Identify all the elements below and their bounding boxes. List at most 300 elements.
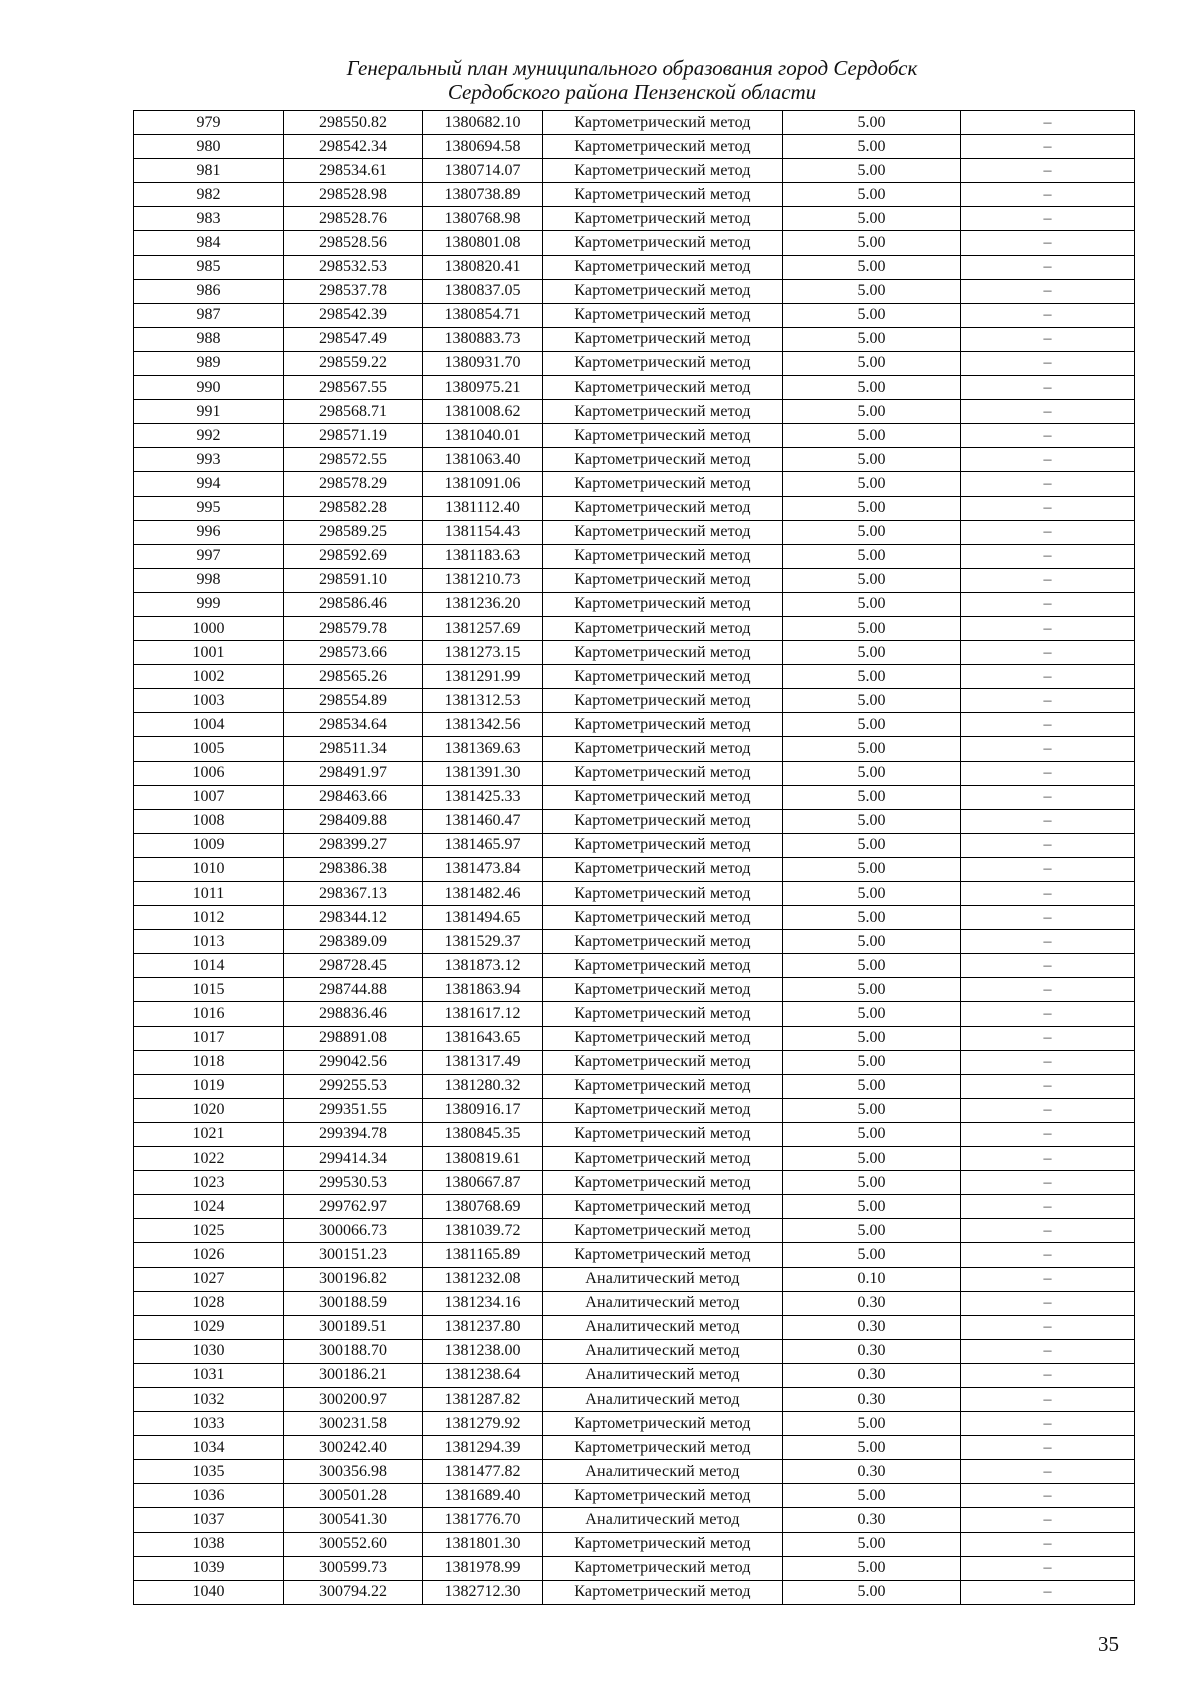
point-number-cell: 1021	[134, 1122, 284, 1146]
y-coordinate-cell: 1381236.20	[423, 592, 543, 616]
x-coordinate-cell: 298386.38	[284, 857, 423, 881]
accuracy-cell: 5.00	[783, 978, 961, 1002]
y-coordinate-cell: 1381154.43	[423, 520, 543, 544]
x-coordinate-cell: 298344.12	[284, 906, 423, 930]
note-cell: –	[961, 1147, 1135, 1171]
accuracy-cell: 5.00	[783, 327, 961, 351]
method-cell: Аналитический метод	[543, 1339, 783, 1363]
x-coordinate-cell: 298528.56	[284, 231, 423, 255]
accuracy-cell: 5.00	[783, 1122, 961, 1146]
x-coordinate-cell: 298891.08	[284, 1026, 423, 1050]
method-cell: Картометрический метод	[543, 930, 783, 954]
accuracy-cell: 0.30	[783, 1460, 961, 1484]
accuracy-cell: 5.00	[783, 785, 961, 809]
accuracy-cell: 5.00	[783, 207, 961, 231]
method-cell: Картометрический метод	[543, 1147, 783, 1171]
y-coordinate-cell: 1380845.35	[423, 1122, 543, 1146]
note-cell: –	[961, 376, 1135, 400]
accuracy-cell: 5.00	[783, 930, 961, 954]
note-cell: –	[961, 1291, 1135, 1315]
y-coordinate-cell: 1381238.64	[423, 1363, 543, 1387]
x-coordinate-cell: 300794.22	[284, 1580, 423, 1604]
accuracy-cell: 5.00	[783, 1098, 961, 1122]
point-number-cell: 994	[134, 472, 284, 496]
note-cell: –	[961, 183, 1135, 207]
x-coordinate-cell: 298568.71	[284, 400, 423, 424]
note-cell: –	[961, 568, 1135, 592]
note-cell: –	[961, 954, 1135, 978]
y-coordinate-cell: 1381210.73	[423, 568, 543, 592]
table-row	[134, 592, 1135, 616]
point-number-cell: 1024	[134, 1195, 284, 1219]
point-number-cell: 996	[134, 520, 284, 544]
y-coordinate-cell: 1381776.70	[423, 1508, 543, 1532]
point-number-cell: 983	[134, 207, 284, 231]
table-row	[134, 1484, 1135, 1508]
point-number-cell: 990	[134, 376, 284, 400]
point-number-cell: 1036	[134, 1484, 284, 1508]
accuracy-cell: 5.00	[783, 737, 961, 761]
point-number-cell: 1027	[134, 1267, 284, 1291]
x-coordinate-cell: 299042.56	[284, 1050, 423, 1074]
point-number-cell: 1006	[134, 761, 284, 785]
table-row	[134, 1219, 1135, 1243]
y-coordinate-cell: 1381112.40	[423, 496, 543, 520]
y-coordinate-cell: 1381391.30	[423, 761, 543, 785]
point-number-cell: 991	[134, 400, 284, 424]
point-number-cell: 1029	[134, 1315, 284, 1339]
table-row	[134, 279, 1135, 303]
x-coordinate-cell: 299762.97	[284, 1195, 423, 1219]
y-coordinate-cell: 1381643.65	[423, 1026, 543, 1050]
method-cell: Картометрический метод	[543, 303, 783, 327]
y-coordinate-cell: 1381460.47	[423, 809, 543, 833]
accuracy-cell: 5.00	[783, 809, 961, 833]
y-coordinate-cell: 1380837.05	[423, 279, 543, 303]
method-cell: Картометрический метод	[543, 520, 783, 544]
x-coordinate-cell: 298554.89	[284, 689, 423, 713]
accuracy-cell: 5.00	[783, 1195, 961, 1219]
method-cell: Картометрический метод	[543, 1412, 783, 1436]
point-number-cell: 989	[134, 351, 284, 375]
method-cell: Картометрический метод	[543, 255, 783, 279]
page-number: 35	[1098, 1632, 1119, 1656]
method-cell: Картометрический метод	[543, 1580, 783, 1604]
point-number-cell: 1026	[134, 1243, 284, 1267]
accuracy-cell: 5.00	[783, 1243, 961, 1267]
point-number-cell: 1038	[134, 1532, 284, 1556]
y-coordinate-cell: 1381978.99	[423, 1556, 543, 1580]
point-number-cell: 1039	[134, 1556, 284, 1580]
accuracy-cell: 5.00	[783, 472, 961, 496]
note-cell: –	[961, 689, 1135, 713]
table-row	[134, 472, 1135, 496]
y-coordinate-cell: 1381234.16	[423, 1291, 543, 1315]
method-cell: Картометрический метод	[543, 1532, 783, 1556]
method-cell: Аналитический метод	[543, 1363, 783, 1387]
y-coordinate-cell: 1380931.70	[423, 351, 543, 375]
method-cell: Картометрический метод	[543, 1436, 783, 1460]
accuracy-cell: 5.00	[783, 568, 961, 592]
x-coordinate-cell: 300066.73	[284, 1219, 423, 1243]
y-coordinate-cell: 1380682.10	[423, 111, 543, 135]
table-row	[134, 1339, 1135, 1363]
x-coordinate-cell: 298463.66	[284, 785, 423, 809]
accuracy-cell: 0.10	[783, 1267, 961, 1291]
note-cell: –	[961, 1532, 1135, 1556]
accuracy-cell: 5.00	[783, 520, 961, 544]
y-coordinate-cell: 1381494.65	[423, 906, 543, 930]
method-cell: Картометрический метод	[543, 231, 783, 255]
accuracy-cell: 5.00	[783, 1002, 961, 1026]
method-cell: Картометрический метод	[543, 1219, 783, 1243]
y-coordinate-cell: 1380820.41	[423, 255, 543, 279]
point-number-cell: 1028	[134, 1291, 284, 1315]
method-cell: Картометрический метод	[543, 1195, 783, 1219]
accuracy-cell: 5.00	[783, 376, 961, 400]
accuracy-cell: 5.00	[783, 303, 961, 327]
x-coordinate-cell: 298744.88	[284, 978, 423, 1002]
point-number-cell: 1007	[134, 785, 284, 809]
accuracy-cell: 5.00	[783, 1171, 961, 1195]
method-cell: Картометрический метод	[543, 1050, 783, 1074]
y-coordinate-cell: 1380801.08	[423, 231, 543, 255]
y-coordinate-cell: 1380714.07	[423, 159, 543, 183]
table-row	[134, 954, 1135, 978]
note-cell: –	[961, 1460, 1135, 1484]
table-row	[134, 1532, 1135, 1556]
method-cell: Картометрический метод	[543, 689, 783, 713]
accuracy-cell: 5.00	[783, 1580, 961, 1604]
point-number-cell: 1009	[134, 833, 284, 857]
table-row	[134, 159, 1135, 183]
x-coordinate-cell: 299394.78	[284, 1122, 423, 1146]
accuracy-cell: 5.00	[783, 592, 961, 616]
table-row	[134, 1387, 1135, 1411]
y-coordinate-cell: 1380768.98	[423, 207, 543, 231]
y-coordinate-cell: 1381279.92	[423, 1412, 543, 1436]
x-coordinate-cell: 298534.64	[284, 713, 423, 737]
y-coordinate-cell: 1380667.87	[423, 1171, 543, 1195]
note-cell: –	[961, 906, 1135, 930]
method-cell: Картометрический метод	[543, 472, 783, 496]
point-number-cell: 1040	[134, 1580, 284, 1604]
table-row	[134, 1147, 1135, 1171]
accuracy-cell: 5.00	[783, 351, 961, 375]
note-cell: –	[961, 1436, 1135, 1460]
table-row	[134, 713, 1135, 737]
point-number-cell: 1034	[134, 1436, 284, 1460]
x-coordinate-cell: 298592.69	[284, 544, 423, 568]
table-row	[134, 1412, 1135, 1436]
accuracy-cell: 5.00	[783, 1074, 961, 1098]
note-cell: –	[961, 713, 1135, 737]
y-coordinate-cell: 1381317.49	[423, 1050, 543, 1074]
accuracy-cell: 5.00	[783, 689, 961, 713]
x-coordinate-cell: 298567.55	[284, 376, 423, 400]
table-row	[134, 1074, 1135, 1098]
method-cell: Картометрический метод	[543, 207, 783, 231]
y-coordinate-cell: 1380975.21	[423, 376, 543, 400]
point-number-cell: 1001	[134, 641, 284, 665]
y-coordinate-cell: 1381342.56	[423, 713, 543, 737]
note-cell: –	[961, 1363, 1135, 1387]
x-coordinate-cell: 298528.98	[284, 183, 423, 207]
table-row	[134, 1098, 1135, 1122]
accuracy-cell: 5.00	[783, 1436, 961, 1460]
note-cell: –	[961, 1412, 1135, 1436]
note-cell: –	[961, 1122, 1135, 1146]
note-cell: –	[961, 857, 1135, 881]
accuracy-cell: 5.00	[783, 448, 961, 472]
method-cell: Картометрический метод	[543, 713, 783, 737]
accuracy-cell: 5.00	[783, 616, 961, 640]
x-coordinate-cell: 298547.49	[284, 327, 423, 351]
table-row	[134, 978, 1135, 1002]
table-row	[134, 1195, 1135, 1219]
x-coordinate-cell: 298367.13	[284, 882, 423, 906]
method-cell: Картометрический метод	[543, 1484, 783, 1508]
method-cell: Картометрический метод	[543, 785, 783, 809]
point-number-cell: 1023	[134, 1171, 284, 1195]
note-cell: –	[961, 1387, 1135, 1411]
point-number-cell: 1004	[134, 713, 284, 737]
point-number-cell: 986	[134, 279, 284, 303]
y-coordinate-cell: 1381425.33	[423, 785, 543, 809]
x-coordinate-cell: 300242.40	[284, 1436, 423, 1460]
point-number-cell: 1019	[134, 1074, 284, 1098]
method-cell: Картометрический метод	[543, 1074, 783, 1098]
method-cell: Картометрический метод	[543, 135, 783, 159]
table-row	[134, 1002, 1135, 1026]
note-cell: –	[961, 544, 1135, 568]
point-number-cell: 1017	[134, 1026, 284, 1050]
y-coordinate-cell: 1381287.82	[423, 1387, 543, 1411]
accuracy-cell: 0.30	[783, 1508, 961, 1532]
method-cell: Аналитический метод	[543, 1460, 783, 1484]
note-cell: –	[961, 1050, 1135, 1074]
accuracy-cell: 0.30	[783, 1363, 961, 1387]
method-cell: Картометрический метод	[543, 1002, 783, 1026]
table-row	[134, 183, 1135, 207]
note-cell: –	[961, 1098, 1135, 1122]
table-row	[134, 1436, 1135, 1460]
x-coordinate-cell: 298589.25	[284, 520, 423, 544]
method-cell: Картометрический метод	[543, 1243, 783, 1267]
table-row	[134, 785, 1135, 809]
note-cell: –	[961, 1002, 1135, 1026]
table-row	[134, 906, 1135, 930]
point-number-cell: 1000	[134, 616, 284, 640]
accuracy-cell: 5.00	[783, 1219, 961, 1243]
method-cell: Картометрический метод	[543, 448, 783, 472]
table-row	[134, 1315, 1135, 1339]
note-cell: –	[961, 496, 1135, 520]
point-number-cell: 1033	[134, 1412, 284, 1436]
note-cell: –	[961, 279, 1135, 303]
y-coordinate-cell: 1382712.30	[423, 1580, 543, 1604]
x-coordinate-cell: 300188.70	[284, 1339, 423, 1363]
table-row	[134, 1050, 1135, 1074]
note-cell: –	[961, 135, 1135, 159]
y-coordinate-cell: 1381040.01	[423, 424, 543, 448]
note-cell: –	[961, 978, 1135, 1002]
method-cell: Аналитический метод	[543, 1267, 783, 1291]
point-number-cell: 999	[134, 592, 284, 616]
y-coordinate-cell: 1380738.89	[423, 183, 543, 207]
accuracy-cell: 5.00	[783, 183, 961, 207]
table-row	[134, 1171, 1135, 1195]
point-number-cell: 1035	[134, 1460, 284, 1484]
table-row	[134, 1267, 1135, 1291]
table-row	[134, 135, 1135, 159]
x-coordinate-cell: 298728.45	[284, 954, 423, 978]
method-cell: Картометрический метод	[543, 882, 783, 906]
x-coordinate-cell: 298542.39	[284, 303, 423, 327]
note-cell: –	[961, 1171, 1135, 1195]
note-cell: –	[961, 833, 1135, 857]
accuracy-cell: 5.00	[783, 231, 961, 255]
accuracy-cell: 5.00	[783, 833, 961, 857]
method-cell: Картометрический метод	[543, 376, 783, 400]
table-body	[134, 111, 1135, 1605]
x-coordinate-cell: 300186.21	[284, 1363, 423, 1387]
point-number-cell: 980	[134, 135, 284, 159]
note-cell: –	[961, 785, 1135, 809]
x-coordinate-cell: 300231.58	[284, 1412, 423, 1436]
x-coordinate-cell: 300188.59	[284, 1291, 423, 1315]
point-number-cell: 987	[134, 303, 284, 327]
method-cell: Аналитический метод	[543, 1387, 783, 1411]
accuracy-cell: 5.00	[783, 544, 961, 568]
table-row	[134, 1122, 1135, 1146]
table-row	[134, 448, 1135, 472]
method-cell: Картометрический метод	[543, 906, 783, 930]
method-cell: Картометрический метод	[543, 568, 783, 592]
y-coordinate-cell: 1381165.89	[423, 1243, 543, 1267]
y-coordinate-cell: 1381312.53	[423, 689, 543, 713]
y-coordinate-cell: 1381063.40	[423, 448, 543, 472]
accuracy-cell: 5.00	[783, 1050, 961, 1074]
point-number-cell: 998	[134, 568, 284, 592]
accuracy-cell: 0.30	[783, 1339, 961, 1363]
point-number-cell: 1008	[134, 809, 284, 833]
method-cell: Картометрический метод	[543, 496, 783, 520]
method-cell: Картометрический метод	[543, 833, 783, 857]
accuracy-cell: 5.00	[783, 1556, 961, 1580]
method-cell: Картометрический метод	[543, 279, 783, 303]
point-number-cell: 1011	[134, 882, 284, 906]
note-cell: –	[961, 207, 1135, 231]
point-number-cell: 1005	[134, 737, 284, 761]
x-coordinate-cell: 300599.73	[284, 1556, 423, 1580]
point-number-cell: 1002	[134, 665, 284, 689]
y-coordinate-cell: 1380916.17	[423, 1098, 543, 1122]
x-coordinate-cell: 298542.34	[284, 135, 423, 159]
y-coordinate-cell: 1381091.06	[423, 472, 543, 496]
y-coordinate-cell: 1381689.40	[423, 1484, 543, 1508]
y-coordinate-cell: 1381801.30	[423, 1532, 543, 1556]
accuracy-cell: 5.00	[783, 400, 961, 424]
note-cell: –	[961, 111, 1135, 135]
x-coordinate-cell: 298836.46	[284, 1002, 423, 1026]
note-cell: –	[961, 255, 1135, 279]
note-cell: –	[961, 1508, 1135, 1532]
method-cell: Картометрический метод	[543, 1026, 783, 1050]
note-cell: –	[961, 641, 1135, 665]
method-cell: Картометрический метод	[543, 1556, 783, 1580]
x-coordinate-cell: 298586.46	[284, 592, 423, 616]
x-coordinate-cell: 300200.97	[284, 1387, 423, 1411]
accuracy-cell: 5.00	[783, 1147, 961, 1171]
x-coordinate-cell: 298399.27	[284, 833, 423, 857]
note-cell: –	[961, 1195, 1135, 1219]
accuracy-cell: 5.00	[783, 159, 961, 183]
table-row	[134, 761, 1135, 785]
accuracy-cell: 0.30	[783, 1387, 961, 1411]
table-row	[134, 737, 1135, 761]
x-coordinate-cell: 298578.29	[284, 472, 423, 496]
table-row	[134, 520, 1135, 544]
table-row	[134, 833, 1135, 857]
point-number-cell: 993	[134, 448, 284, 472]
note-cell: –	[961, 1074, 1135, 1098]
point-number-cell: 1016	[134, 1002, 284, 1026]
x-coordinate-cell: 300541.30	[284, 1508, 423, 1532]
method-cell: Картометрический метод	[543, 1098, 783, 1122]
note-cell: –	[961, 1556, 1135, 1580]
table-row	[134, 641, 1135, 665]
table-row	[134, 1291, 1135, 1315]
table-row	[134, 303, 1135, 327]
method-cell: Картометрический метод	[543, 183, 783, 207]
y-coordinate-cell: 1381465.97	[423, 833, 543, 857]
table-row	[134, 809, 1135, 833]
x-coordinate-cell: 298534.61	[284, 159, 423, 183]
x-coordinate-cell: 299414.34	[284, 1147, 423, 1171]
note-cell: –	[961, 592, 1135, 616]
table-row	[134, 496, 1135, 520]
y-coordinate-cell: 1381477.82	[423, 1460, 543, 1484]
point-number-cell: 1025	[134, 1219, 284, 1243]
x-coordinate-cell: 300189.51	[284, 1315, 423, 1339]
method-cell: Картометрический метод	[543, 616, 783, 640]
table-row	[134, 1508, 1135, 1532]
method-cell: Картометрический метод	[543, 351, 783, 375]
y-coordinate-cell: 1380854.71	[423, 303, 543, 327]
note-cell: –	[961, 930, 1135, 954]
note-cell: –	[961, 1026, 1135, 1050]
x-coordinate-cell: 298571.19	[284, 424, 423, 448]
accuracy-cell: 5.00	[783, 906, 961, 930]
y-coordinate-cell: 1381183.63	[423, 544, 543, 568]
x-coordinate-cell: 298409.88	[284, 809, 423, 833]
table-row	[134, 882, 1135, 906]
table-row	[134, 1026, 1135, 1050]
y-coordinate-cell: 1381529.37	[423, 930, 543, 954]
note-cell: –	[961, 737, 1135, 761]
y-coordinate-cell: 1380768.69	[423, 1195, 543, 1219]
accuracy-cell: 5.00	[783, 496, 961, 520]
table-row	[134, 544, 1135, 568]
point-number-cell: 982	[134, 183, 284, 207]
x-coordinate-cell: 299530.53	[284, 1171, 423, 1195]
table-row	[134, 568, 1135, 592]
method-cell: Картометрический метод	[543, 641, 783, 665]
table-row	[134, 231, 1135, 255]
header-title-line-1: Генеральный план муниципального образования город Сердобск	[346, 56, 918, 80]
y-coordinate-cell: 1381863.94	[423, 978, 543, 1002]
